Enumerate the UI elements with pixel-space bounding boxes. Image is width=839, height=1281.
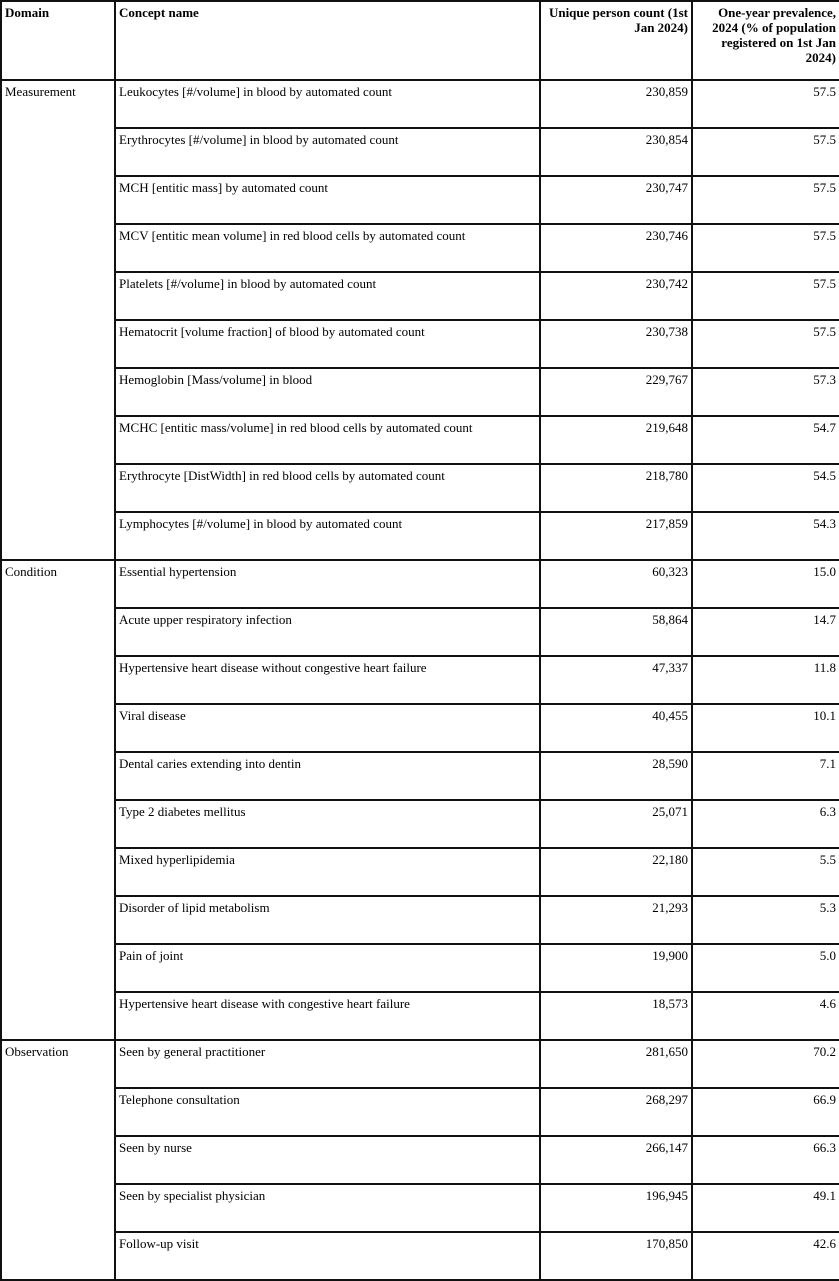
concept-name-cell: Mixed hyperlipidemia <box>115 848 540 896</box>
concept-name-cell: Erythrocyte [DistWidth] in red blood cells by automated count <box>115 464 540 512</box>
unique-person-count-cell: 22,180 <box>540 848 692 896</box>
concept-name-cell: Acute upper respiratory infection <box>115 608 540 656</box>
table-row <box>1 320 839 368</box>
concept-name-cell: Pain of joint <box>115 944 540 992</box>
table-row <box>1 608 839 656</box>
domain-cell: Observation <box>1 1040 115 1280</box>
concept-name-cell: Seen by nurse <box>115 1136 540 1184</box>
unique-person-count-cell: 230,746 <box>540 224 692 272</box>
table-row <box>1 80 839 128</box>
unique-person-count-cell: 268,297 <box>540 1088 692 1136</box>
header-domain: Domain <box>1 1 115 80</box>
unique-person-count-cell: 58,864 <box>540 608 692 656</box>
prevalence-cell: 42.6 <box>692 1232 839 1280</box>
prevalence-cell: 66.9 <box>692 1088 839 1136</box>
table-body <box>1 80 839 1280</box>
table-row <box>1 176 839 224</box>
concept-name-cell: Follow-up visit <box>115 1232 540 1280</box>
unique-person-count-cell: 170,850 <box>540 1232 692 1280</box>
prevalence-cell: 10.1 <box>692 704 839 752</box>
concept-name-cell: MCV [entitic mean volume] in red blood cells by automated count <box>115 224 540 272</box>
table-row <box>1 992 839 1040</box>
concept-name-cell: MCH [entitic mass] by automated count <box>115 176 540 224</box>
table-row <box>1 1088 839 1136</box>
table-row <box>1 896 839 944</box>
prevalence-cell: 66.3 <box>692 1136 839 1184</box>
table-row <box>1 128 839 176</box>
unique-person-count-cell: 40,455 <box>540 704 692 752</box>
prevalence-cell: 54.3 <box>692 512 839 560</box>
table-row <box>1 224 839 272</box>
prevalence-cell: 57.5 <box>692 320 839 368</box>
concept-name-cell: Essential hypertension <box>115 560 540 608</box>
concept-name-cell: Hematocrit [volume fraction] of blood by automated count <box>115 320 540 368</box>
unique-person-count-cell: 19,900 <box>540 944 692 992</box>
table-row <box>1 464 839 512</box>
unique-person-count-cell: 18,573 <box>540 992 692 1040</box>
table-row <box>1 368 839 416</box>
unique-person-count-cell: 230,854 <box>540 128 692 176</box>
concept-name-cell: Hemoglobin [Mass/volume] in blood <box>115 368 540 416</box>
header-concept-name: Concept name <box>115 1 540 80</box>
unique-person-count-cell: 266,147 <box>540 1136 692 1184</box>
domain-cell: Measurement <box>1 80 115 560</box>
table-row <box>1 416 839 464</box>
prevalence-cell: 54.5 <box>692 464 839 512</box>
concept-name-cell: Seen by general practitioner <box>115 1040 540 1088</box>
prevalence-cell: 4.6 <box>692 992 839 1040</box>
table-row <box>1 704 839 752</box>
table-row <box>1 848 839 896</box>
prevalence-cell: 14.7 <box>692 608 839 656</box>
concept-name-cell: Viral disease <box>115 704 540 752</box>
concept-name-cell: Type 2 diabetes mellitus <box>115 800 540 848</box>
prevalence-cell: 5.5 <box>692 848 839 896</box>
prevalence-cell: 57.5 <box>692 272 839 320</box>
unique-person-count-cell: 230,738 <box>540 320 692 368</box>
unique-person-count-cell: 229,767 <box>540 368 692 416</box>
concept-name-cell: Dental caries extending into dentin <box>115 752 540 800</box>
prevalence-cell: 5.0 <box>692 944 839 992</box>
unique-person-count-cell: 230,742 <box>540 272 692 320</box>
prevalence-cell: 5.3 <box>692 896 839 944</box>
table-row <box>1 1040 839 1088</box>
table-row <box>1 944 839 992</box>
unique-person-count-cell: 218,780 <box>540 464 692 512</box>
unique-person-count-cell: 196,945 <box>540 1184 692 1232</box>
prevalence-cell: 7.1 <box>692 752 839 800</box>
prevalence-cell: 54.7 <box>692 416 839 464</box>
table-row <box>1 512 839 560</box>
table-row <box>1 1136 839 1184</box>
prevalence-cell: 57.5 <box>692 80 839 128</box>
prevalence-cell: 57.5 <box>692 224 839 272</box>
unique-person-count-cell: 47,337 <box>540 656 692 704</box>
concept-name-cell: Hypertensive heart disease without congestive heart failure <box>115 656 540 704</box>
prevalence-cell: 11.8 <box>692 656 839 704</box>
table-row <box>1 656 839 704</box>
concept-name-cell: Platelets [#/volume] in blood by automated count <box>115 272 540 320</box>
prevalence-cell: 6.3 <box>692 800 839 848</box>
unique-person-count-cell: 28,590 <box>540 752 692 800</box>
prevalence-cell: 57.3 <box>692 368 839 416</box>
prevalence-cell: 57.5 <box>692 128 839 176</box>
prevalence-cell: 57.5 <box>692 176 839 224</box>
prevalence-cell: 15.0 <box>692 560 839 608</box>
concept-name-cell: Hypertensive heart disease with congestive heart failure <box>115 992 540 1040</box>
table-row <box>1 752 839 800</box>
unique-person-count-cell: 230,747 <box>540 176 692 224</box>
table-row <box>1 800 839 848</box>
table-row <box>1 1184 839 1232</box>
table-row <box>1 272 839 320</box>
concept-name-cell: Telephone consultation <box>115 1088 540 1136</box>
prevalence-cell: 49.1 <box>692 1184 839 1232</box>
concept-name-cell: Lymphocytes [#/volume] in blood by automated count <box>115 512 540 560</box>
concept-name-cell: Leukocytes [#/volume] in blood by automated count <box>115 80 540 128</box>
unique-person-count-cell: 21,293 <box>540 896 692 944</box>
prevalence-cell: 70.2 <box>692 1040 839 1088</box>
table-header <box>1 1 839 80</box>
concept-name-cell: Disorder of lipid metabolism <box>115 896 540 944</box>
unique-person-count-cell: 217,859 <box>540 512 692 560</box>
table-row <box>1 1232 839 1280</box>
header-one-year-prevalence: One-year prevalence, 2024 (% of population registered on 1st Jan 2024) <box>692 1 839 80</box>
table-row <box>1 560 839 608</box>
unique-person-count-cell: 60,323 <box>540 560 692 608</box>
concept-name-cell: Erythrocytes [#/volume] in blood by automated count <box>115 128 540 176</box>
domain-cell: Condition <box>1 560 115 1040</box>
header-unique-person-count: Unique person count (1st Jan 2024) <box>540 1 692 80</box>
unique-person-count-cell: 219,648 <box>540 416 692 464</box>
unique-person-count-cell: 25,071 <box>540 800 692 848</box>
unique-person-count-cell: 230,859 <box>540 80 692 128</box>
header-row <box>1 1 839 80</box>
concept-name-cell: Seen by specialist physician <box>115 1184 540 1232</box>
unique-person-count-cell: 281,650 <box>540 1040 692 1088</box>
concept-name-cell: MCHC [entitic mass/volume] in red blood cells by automated count <box>115 416 540 464</box>
